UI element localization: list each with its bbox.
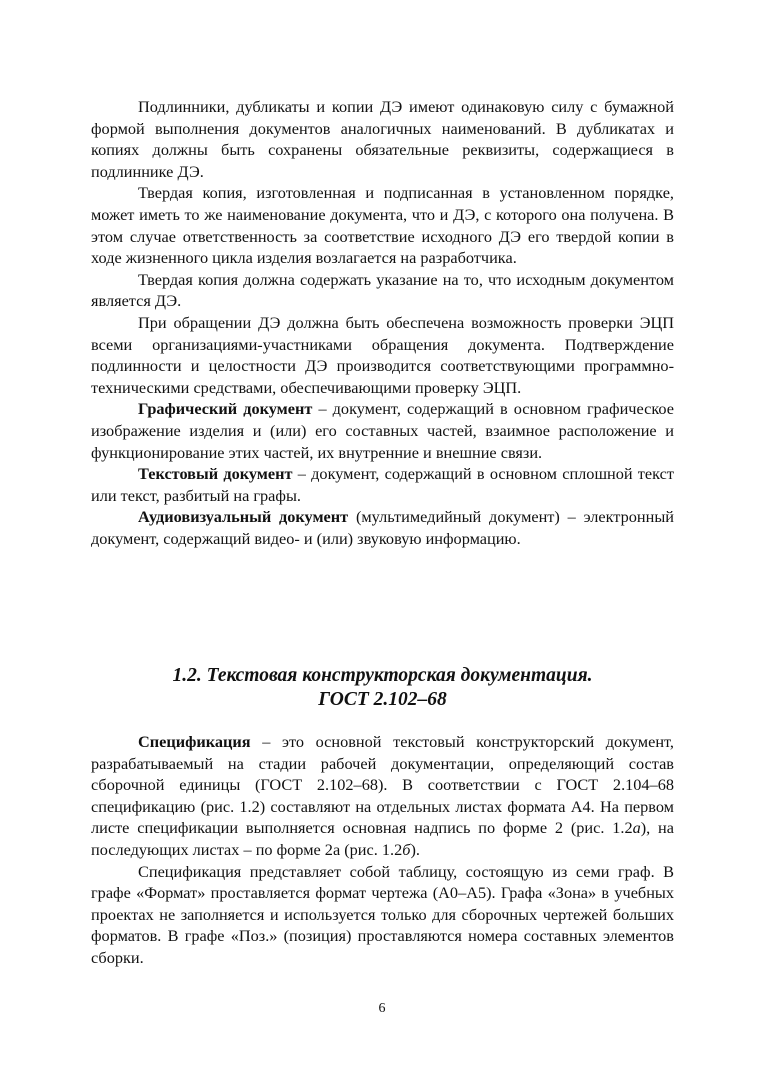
definition-text: – это основной текстовый конструкторский документ, разрабатываемый на стадии рабочей документации, определяющий состав сборочной единицы (ГОСТ 2.102–68). В соответствии с ГОСТ 2.104–68 спецификацию (рис. 1.2) составляют на отдельных листах формата А4. На первом листе спецификации выполняется основная надпись по форме 2 (рис. 1.2 (91, 732, 674, 838)
paragraph-definition (91, 398, 674, 463)
figure-ref-a: а (632, 818, 641, 838)
page-number: 6 (378, 1001, 386, 1016)
body-text (91, 96, 674, 549)
definition-text: ). (410, 839, 420, 859)
section-heading (91, 664, 674, 712)
paragraph: Твердая копия, изготовленная и подписанная в установленном порядке, может иметь то же наименование документа, что и ДЭ, с которого она получена. В этом случае ответственность за соответствие исходного ДЭ его твердой копии в ходе жизненного цикла изделия возлагается на разработчика. (91, 183, 674, 268)
definition-text: – документ, содержащий в основном сплошной текст или текст, разбитый на графы. (91, 464, 674, 505)
defined-term: Спецификация (138, 732, 251, 751)
section-heading-line-2: ГОСТ 2.102–68 (318, 689, 447, 710)
defined-term: Аудиовизуальный документ (138, 507, 349, 527)
defined-term: Графический документ (138, 399, 313, 419)
definition-text: (мультимедийный документ) – электронный документ, содержащий видео- и (или) звуковую информацию. (91, 507, 674, 548)
figure-ref-b: б (402, 839, 411, 859)
section-heading-line-1: 1.2. Текстовая конструкторская документация. (172, 665, 593, 686)
definition-text: ), на последующих листах – по форме 2а (рис. 1.2 (91, 818, 674, 859)
paragraph-definition (91, 463, 674, 506)
paragraph: Твердая копия должна содержать указание на то, что исходным документом является ДЭ. (91, 269, 674, 311)
section-text (91, 731, 674, 969)
paragraph-definition (91, 731, 674, 861)
paragraph: Спецификация представляет собой таблицу, состоящую из семи граф. В графе «Формат» проставляется формат чертежа (А0–А5). Графа «Зона» в учебных проектах не заполняется и используется только для сборочных чертежей больших форматов. В графе «Поз.» (позиция) проставляются номера составных элементов сборки. (91, 861, 674, 967)
paragraph-definition (91, 506, 674, 549)
defined-term: Текстовый документ (138, 464, 293, 484)
paragraph: Подлинники, дубликаты и копии ДЭ имеют одинаковую силу с бумажной формой выполнения документов аналогичных наименований. В дубликатах и копиях должны быть сохранены обязательные реквизиты, содержащиеся в подлиннике ДЭ. (91, 97, 674, 181)
definition-text: – документ, содержащий в основном графическое изображение изделия и (или) его составных частей, взаимное расположение и функционирование этих частей, их внутренние и внешние связи. (91, 399, 674, 462)
paragraph: При обращении ДЭ должна быть обеспечена возможность проверки ЭЦП всеми организациями-участниками обращения документа. Подтверждение подлинности и целостности ДЭ производится соответствующими программно-техническими средствами, обеспечивающими проверку ЭЦП. (91, 312, 674, 397)
